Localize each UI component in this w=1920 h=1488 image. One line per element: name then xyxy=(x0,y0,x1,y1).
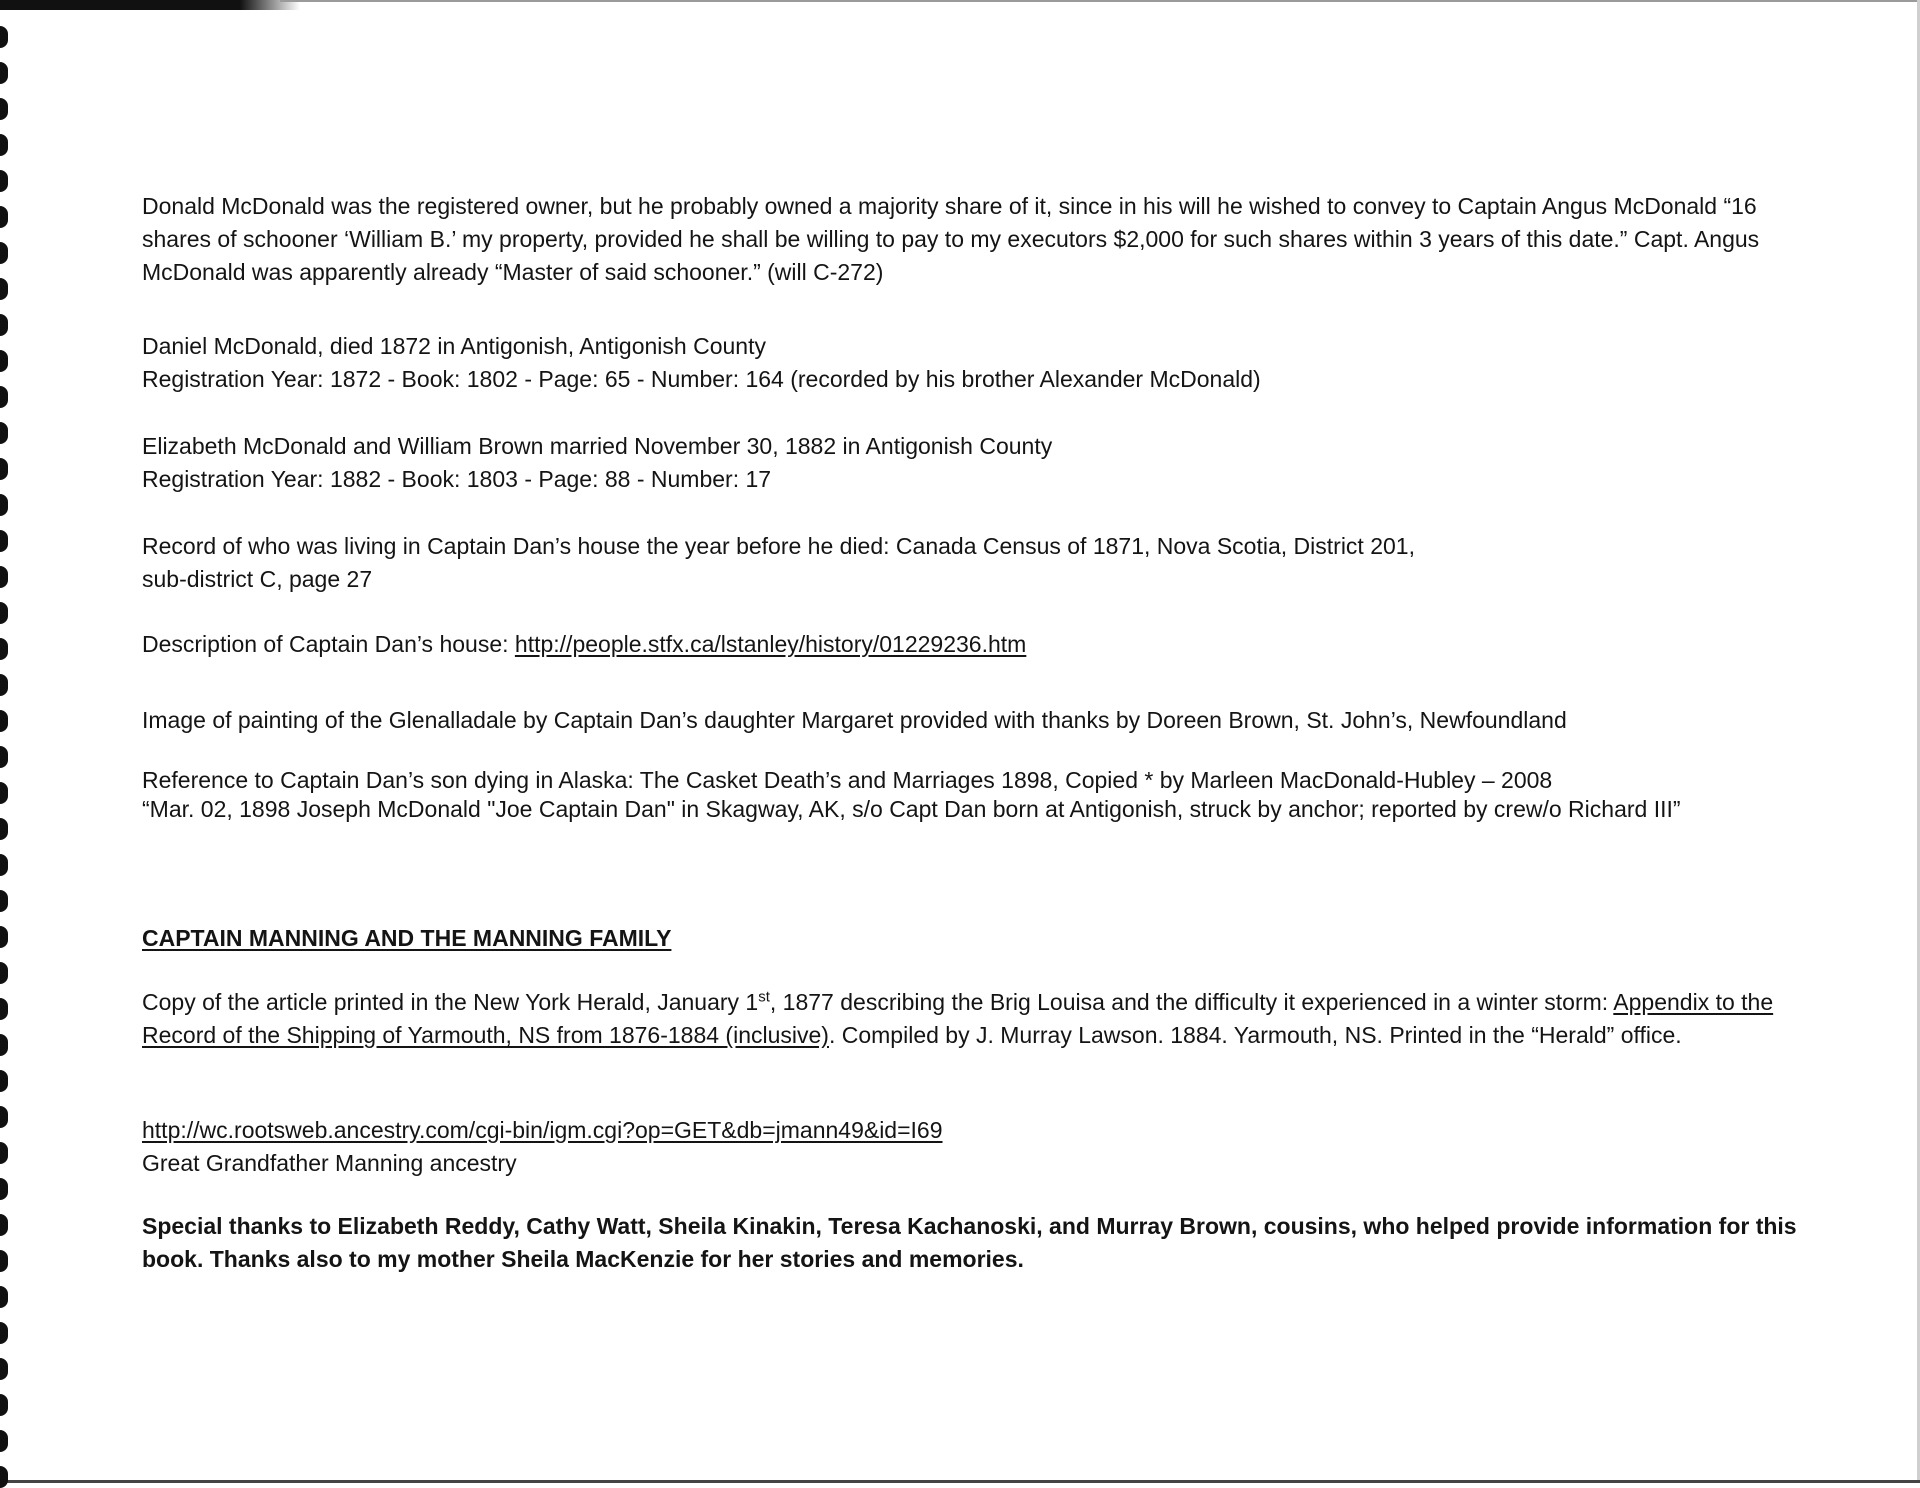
herald-text-start: Copy of the article printed in the New York Herald, January 1 xyxy=(142,989,759,1015)
herald-date-superscript: st xyxy=(758,988,770,1006)
rootsweb-reference xyxy=(142,1114,1802,1180)
schooner-ownership-text: Donald McDonald was the registered owner, but he probably owned a majority share of it, since in his will he wished to convey to Captain Angus McDonald “16 shares of schooner ‘William B.’ my property, provided he shall be willing to pay to my executors $2,000 for such shares within 3 years of this date.” Capt. Angus McDonald was apparently already “Master of said schooner.” (will C-272) xyxy=(142,193,1760,285)
binding-hole xyxy=(0,854,8,876)
daniel-registration-line: Registration Year: 1872 - Book: 1802 - Page: 65 - Number: 164 (recorded by his brother Alexander McDonald) xyxy=(142,366,1261,392)
rootsweb-caption: Great Grandfather Manning ancestry xyxy=(142,1150,517,1176)
rootsweb-link[interactable]: http://wc.rootsweb.ancestry.com/cgi-bin/igm.cgi?op=GET&db=jmann49&id=I69 xyxy=(142,1117,943,1143)
house-description xyxy=(142,628,1802,661)
herald-article-text xyxy=(142,986,1802,1052)
herald-text-end: . Compiled by J. Murray Lawson. 1884. Yarmouth, NS. Printed in the “Herald” office. xyxy=(828,1022,1682,1048)
binding-hole xyxy=(0,746,8,768)
daniel-death-line: Daniel McDonald, died 1872 in Antigonish, Antigonish County xyxy=(142,333,766,359)
binding-hole xyxy=(0,242,8,264)
binding-hole xyxy=(0,566,8,588)
binding-hole xyxy=(0,26,8,48)
house-description-label: Description of Captain Dan’s house: xyxy=(142,631,515,657)
binding-hole xyxy=(0,170,8,192)
painting-credit-text: Image of painting of the Glenalladale by Captain Dan’s daughter Margaret provided with thanks by Doreen Brown, St. John’s, Newfoundland xyxy=(142,707,1567,733)
binding-hole xyxy=(0,458,8,480)
painting-credit xyxy=(142,704,1802,737)
binding-hole xyxy=(0,1142,8,1164)
binding-hole xyxy=(0,1466,8,1488)
binding-hole xyxy=(0,818,8,840)
binding-hole xyxy=(0,1214,8,1236)
schooner-ownership-paragraph xyxy=(142,190,1802,289)
binding-hole xyxy=(0,98,8,120)
binding-hole xyxy=(0,1178,8,1200)
alaska-reference-line: Reference to Captain Dan’s son dying in Alaska: The Casket Death’s and Marriages 1898, Copied * by Marleen MacDonald-Hubley – 2008 xyxy=(142,767,1553,793)
binding-hole xyxy=(0,386,8,408)
manning-heading-text: CAPTAIN MANNING AND THE MANNING FAMILY xyxy=(142,925,672,951)
binding-hole xyxy=(0,422,8,444)
binding-hole xyxy=(0,1358,8,1380)
binding-hole xyxy=(0,314,8,336)
elizabeth-marriage-record xyxy=(142,430,1802,496)
binding-hole xyxy=(0,710,8,732)
binding-hole xyxy=(0,890,8,912)
binding-hole xyxy=(0,638,8,660)
manning-section-heading xyxy=(142,922,1802,955)
binding-hole xyxy=(0,350,8,372)
binding-hole xyxy=(0,1070,8,1092)
acknowledgements-text: Special thanks to Elizabeth Reddy, Cathy Watt, Sheila Kinakin, Teresa Kachanoski, and Murray Brown, cousins, who helped provide information for this book. Thanks also to my mother Sheila MacKenzie for her stories and memories. xyxy=(142,1213,1797,1272)
binding-hole xyxy=(0,530,8,552)
herald-text-middle: , 1877 describing the Brig Louisa and the difficulty it experienced in a winter storm: xyxy=(769,989,1614,1015)
binding-hole xyxy=(0,494,8,516)
binding-hole xyxy=(0,1286,8,1308)
binding-hole xyxy=(0,674,8,696)
binding-hole xyxy=(0,1322,8,1344)
binding-hole xyxy=(0,962,8,984)
appendix-title: Appendix to the Record of the Shipping of Yarmouth, NS from 1876-1884 (inclusive) xyxy=(142,989,1774,1048)
census-line-1: Record of who was living in Captain Dan’s house the year before he died: Canada Census of 1871, Nova Scotia, District 201, xyxy=(142,533,1415,559)
alaska-quote: “Mar. 02, 1898 Joseph McDonald "Joe Captain Dan" in Skagway, AK, s/o Capt Dan born at Antigonish, struck by anchor; reported by crew/o Richard III” xyxy=(142,796,1681,822)
spiral-binding xyxy=(0,0,14,1483)
house-description-line xyxy=(142,628,1802,661)
daniel-death-record xyxy=(142,330,1802,396)
binding-hole xyxy=(0,278,8,300)
binding-hole xyxy=(0,62,8,84)
binding-hole xyxy=(0,1034,8,1056)
acknowledgements xyxy=(142,1210,1802,1276)
binding-hole xyxy=(0,998,8,1020)
scan-top-edge xyxy=(280,0,1920,2)
elizabeth-registration-line: Registration Year: 1882 - Book: 1803 - Page: 88 - Number: 17 xyxy=(142,466,772,492)
house-description-link[interactable]: http://people.stfx.ca/lstanley/history/01229236.htm xyxy=(514,631,1027,657)
binding-hole xyxy=(0,1106,8,1128)
scan-edge-shadow xyxy=(0,0,300,10)
binding-hole xyxy=(0,1250,8,1272)
elizabeth-marriage-line: Elizabeth McDonald and William Brown married November 30, 1882 in Antigonish County xyxy=(142,433,1053,459)
binding-hole xyxy=(0,1394,8,1416)
census-line-2: sub-district C, page 27 xyxy=(142,566,373,592)
binding-hole xyxy=(0,206,8,228)
binding-hole xyxy=(0,1430,8,1452)
census-record xyxy=(142,530,1802,596)
binding-hole xyxy=(0,926,8,948)
binding-hole xyxy=(0,134,8,156)
alaska-reference xyxy=(142,766,1802,824)
herald-article-reference xyxy=(142,986,1802,1052)
binding-hole xyxy=(0,602,8,624)
binding-hole xyxy=(0,782,8,804)
